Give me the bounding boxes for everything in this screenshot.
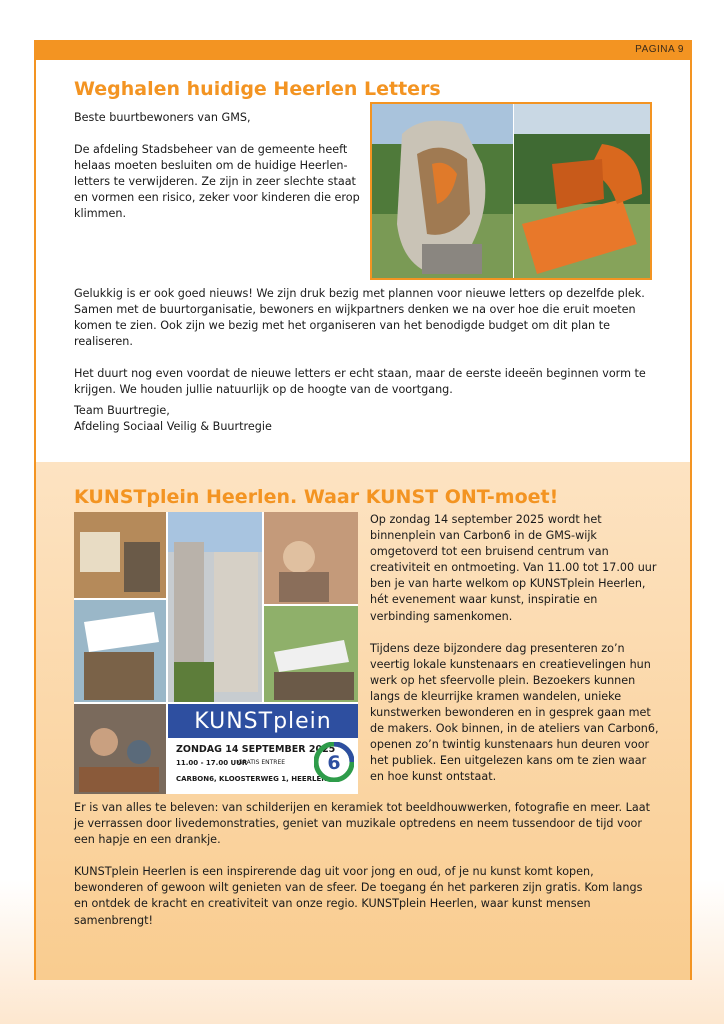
article1-body — [74, 286, 654, 415]
page-number: PAGINA 9 — [635, 44, 684, 55]
article2-paragraph-3: Er is van alles te beleven: van schilderijen en keramiek tot beeldhouwwerken, fotografie en meer. Laat je verrassen door livedemonstraties, geniet van muzikale optredens en neem tussendoor de tijd voor een hapje en een drankje. — [74, 801, 651, 847]
article2-paragraph-4: KUNSTplein Heerlen is een inspirerende dag uit voor jong en oud, of je nu kunst komt kopen, bewonderen of gewoon wilt genieten van de sfeer. De toegang én het parkeren zijn gratis. Kom langs en ontdek de kracht en creativiteit van onze regio. KUNSTplein Heerlen, waar kunst mensen samenbrengt! — [74, 865, 643, 927]
poster-address: CARBON6, KLOOSTERWEG 1, HEERLEN — [176, 775, 328, 783]
article1-paragraph-3: Het duurt nog even voordat de nieuwe letters er echt staan, maar de eerste ideeën beginnen vorm te krijgen. We houden jullie natuurlijk op de hoogte van de voortgang. — [74, 367, 646, 397]
poster-time: 11.00 - 17.00 UUR — [176, 759, 248, 767]
poster-entry: GRATIS ENTREE — [238, 759, 286, 766]
article1-paragraph-2: Gelukkig is er ook goed nieuws! We zijn druk bezig met plannen voor nieuwe letters op dezelfde plek. Samen met de buurtorganisatie, bewoners en wijkpartners denken we na over hoe die eruit moeten komen te zien. Ook zijn we bezig met het organiseren van het benodigde budget om dit plan te realiseren. — [74, 287, 645, 349]
heerlen-letters-photo-art — [372, 104, 652, 280]
article2-body — [74, 800, 659, 945]
kunstplein-poster — [168, 704, 358, 794]
signature-department: Afdeling Sociaal Veilig & Buurtregie — [74, 420, 272, 434]
article2-paragraph-2: Tijdens deze bijzondere dag presenteren zo’n veertig lokale kunstenaars en creatievelingen hun werk op het sfeervolle plein. Bezoekers kunnen langs de kleurrijke kramen wandelen, unieke kunstwerken bewonderen en in gesprek gaan met de makers. Ook binnen, in de ateliers van Carbon6, openen zo’n twintig kunstenaars hun deuren voor het publiek. Een uitgelezen kans om te zien waar en hoe kunst ontstaat. — [370, 641, 659, 784]
carbon6-logo-icon — [314, 742, 354, 782]
poster-title: KUNSTplein — [168, 704, 358, 738]
page-frame — [34, 40, 692, 980]
article2-right-column — [370, 512, 660, 802]
article1-title: Weghalen huidige Heerlen Letters — [74, 78, 441, 100]
heerlen-letters-photo — [370, 102, 652, 280]
article1-intro: De afdeling Stadsbeheer van de gemeente heeft helaas moeten besluiten om de huidige Heerlen-letters te verwijderen. Ze zijn in zeer slechte staat en vormen een risico, zeker voor kinderen die erop klimmen. — [74, 143, 360, 221]
page-header-bar — [36, 42, 690, 60]
article2-paragraph-1: Op zondag 14 september 2025 wordt het binnenplein van Carbon6 in de GMS-wijk omgetoverd tot een bruisend centrum van creativiteit en ontmoeting. Van 11.00 tot 17.00 uur ben je van harte welkom op KUNSTplein Heerlen, hét evenement waar kunst, inspiratie en verbinding samenkomen. — [370, 513, 657, 623]
signature-team: Team Buurtregie, — [74, 404, 170, 417]
article1-intro-column — [74, 110, 362, 239]
article1-greeting: Beste buurtbewoners van GMS, — [74, 111, 251, 124]
kunstplein-photo-collage — [74, 512, 358, 794]
carbon6-logo-text: 6 — [327, 752, 341, 774]
article2-title: KUNSTplein Heerlen. Waar KUNST ONT-moet! — [74, 486, 559, 508]
poster-date: ZONDAG 14 SEPTEMBER 2025 — [176, 744, 336, 755]
article1-signature — [74, 403, 654, 435]
